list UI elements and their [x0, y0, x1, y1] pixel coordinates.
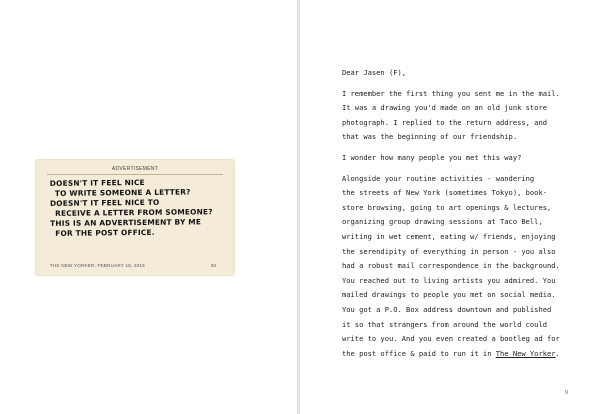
ad-line: FOR THE POST OFFICE.	[55, 227, 155, 238]
letter-text: the post office & paid to run it in	[342, 348, 496, 358]
publication-title: The New Yorker	[495, 348, 556, 358]
page-number: 9	[565, 390, 568, 396]
advertisement-rule	[47, 174, 223, 175]
letter-body	[342, 66, 582, 367]
letter-text: .	[555, 348, 560, 358]
ad-line: DOESN'T IT FEEL NICE TO	[49, 197, 160, 208]
ad-line: RECEIVE A LETTER FROM SOMEONE?	[55, 207, 213, 218]
letter-line: I remember the first thing you sent me in the mail.	[342, 88, 560, 98]
letter-line: organizing group drawing sessions at Taco Bell,	[342, 217, 543, 227]
letter-line: It was a drawing you'd made on an old junk store	[342, 103, 547, 113]
advertisement-handwritten-text	[50, 177, 227, 239]
letter-salutation: Dear Jasen (F),	[342, 68, 407, 77]
letter-line: the serendipity of everything in person - you also	[342, 246, 556, 256]
left-page	[0, 0, 298, 414]
advertisement-label: ADVERTISEMENT	[111, 166, 159, 172]
letter-line: You reached out to living artists you admired. You	[342, 275, 556, 285]
letter-line: writing in wet cement, eating w/ friends, enjoying	[342, 231, 556, 241]
letter-line: it so that strangers from around the world could	[342, 319, 547, 329]
advertisement-source: THE NEW YORKER, FEBRUARY 16, 2015	[50, 263, 145, 268]
letter-line: Alongside your routine activities - wandering	[342, 173, 535, 183]
letter-line: mailed drawings to people you met on social media.	[342, 290, 556, 300]
letter-line	[342, 347, 582, 362]
letter-line: that was the beginning of our friendship.	[342, 132, 518, 142]
letter-line: photograph. I replied to the return address, and	[342, 117, 547, 127]
right-page	[301, 0, 600, 414]
ad-line: DOESN'T IT FEEL NICE	[49, 177, 145, 188]
ad-line: TO WRITE SOMEONE A LETTER?	[54, 187, 191, 198]
letter-line: You got a P.O. Box address downtown and published	[342, 304, 552, 314]
advertisement-page-number: 63	[210, 263, 216, 268]
letter-line: the streets of New York (sometimes Tokyo), book-	[342, 188, 547, 198]
letter-paragraph	[342, 87, 582, 145]
letter-paragraph	[342, 172, 582, 362]
ad-line: THIS IS AN ADVERTISEMENT BY ME	[50, 217, 202, 228]
letter-paragraph: I wonder how many people you met this way?	[342, 152, 522, 162]
letter-line: write to you. And you even created a bootleg ad for	[342, 334, 560, 344]
advertisement-clipping	[36, 160, 234, 275]
letter-line: store browsing, going to art openings & lectures,	[342, 202, 552, 212]
book-gutter	[297, 0, 300, 414]
letter-line: had a robust mail correspondence in the background.	[342, 261, 560, 271]
